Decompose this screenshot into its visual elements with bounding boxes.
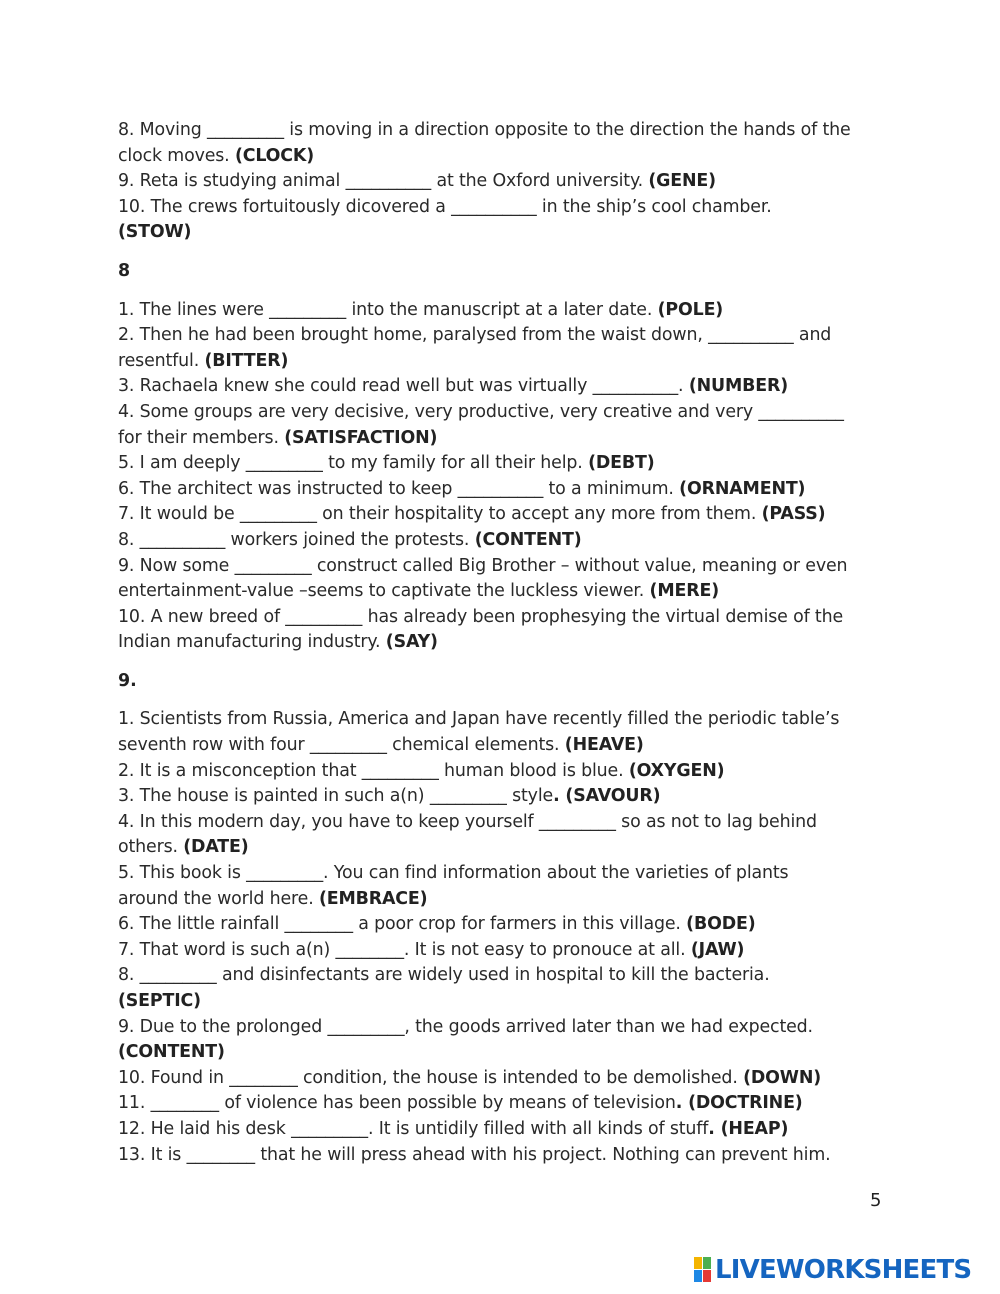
exercise-line: clock moves. (CLOCK) <box>118 145 315 166</box>
exercise-line: 4. In this modern day, you have to keep yourself _________ so as not to lag behind <box>118 811 817 832</box>
exercise-line: 10. A new breed of _________ has already been prophesying the virtual demise of the <box>118 606 844 627</box>
logo-mark-cell <box>703 1257 711 1269</box>
exercise-line: 6. The little rainfall ________ a poor crop for farmers in this village. (BODE) <box>118 914 756 935</box>
logo-mark-cell <box>694 1257 702 1269</box>
exercise-line: 10. The crews fortuitously dicovered a __________ in the ship’s cool chamber. <box>118 196 772 217</box>
exercise-line: 5. This book is _________. You can find information about the varieties of plants <box>118 863 789 884</box>
exercise-line: 2. It is a misconception that _________ human blood is blue. (OXYGEN) <box>118 760 725 781</box>
exercise-line: 4. Some groups are very decisive, very productive, very creative and very __________ <box>118 401 844 422</box>
exercise-line: around the world here. (EMBRACE) <box>118 888 428 909</box>
exercise-line: 7. It would be _________ on their hospitality to accept any more from them. (PASS) <box>118 504 826 525</box>
exercise-line: 1. The lines were _________ into the manuscript at a later date. (POLE) <box>118 299 724 320</box>
exercise-line: 8. Moving _________ is moving in a direction opposite to the direction the hands of the <box>118 120 851 140</box>
exercise-line: 3. Rachaela knew she could read well but was virtually __________. (NUMBER) <box>118 376 789 397</box>
exercise-line: 7. That word is such a(n) ________. It is not easy to pronouce at all. (JAW) <box>118 939 745 960</box>
exercise-line: 8. __________ workers joined the protests. (CONTENT) <box>118 529 582 550</box>
exercise-line: 9. Due to the prolonged _________, the goods arrived later than we had expected. <box>118 1016 813 1037</box>
logo-text: LIVEWORKSHEETS <box>715 1255 972 1285</box>
exercise-line: resentful. (BITTER) <box>118 350 289 371</box>
exercise-line: (SEPTIC) <box>118 991 201 1011</box>
exercise-line: 9. Now some _________ construct called Big Brother – without value, meaning or even <box>118 555 848 576</box>
liveworksheets-logo-icon <box>694 1257 712 1283</box>
exercise-line: 12. He laid his desk _________. It is untidily filled with all kinds of stuff. (HEAP) <box>118 1118 789 1139</box>
exercise-line: seventh row with four _________ chemical elements. (HEAVE) <box>118 735 644 756</box>
exercise-line: for their members. (SATISFACTION) <box>118 427 438 448</box>
exercise-line: 10. Found in ________ condition, the house is intended to be demolished. (DOWN) <box>118 1067 822 1088</box>
logo-mark-cell <box>703 1270 711 1282</box>
liveworksheets-logo[interactable] <box>694 1254 971 1286</box>
exercise-line: 1. Scientists from Russia, America and Japan have recently filled the periodic table’s <box>118 709 840 730</box>
section-0 <box>118 118 888 246</box>
exercise-line: (STOW) <box>118 222 192 243</box>
exercise-line: 9. Reta is studying animal __________ at the Oxford university. (GENE) <box>118 171 716 192</box>
page-number: 5 <box>870 1190 882 1211</box>
exercise-line: 6. The architect was instructed to keep __________ to a minimum. (ORNAMENT) <box>118 478 806 499</box>
exercise-line: others. (DATE) <box>118 837 249 858</box>
logo-mark-cell <box>694 1270 702 1282</box>
section-heading-9: 9. <box>118 670 137 691</box>
exercise-line: (CONTENT) <box>118 1042 225 1063</box>
exercise-line: 2. Then he had been brought home, paralysed from the waist down, __________ and <box>118 325 832 346</box>
exercise-line: 11. ________ of violence has been possible by means of television. (DOCTRINE) <box>118 1093 803 1114</box>
worksheet-content <box>118 118 888 1168</box>
section-9 <box>118 707 888 1168</box>
exercise-line: Indian manufacturing industry. (SAY) <box>118 632 438 653</box>
exercise-line: entertainment-value –seems to captivate the luckless viewer. (MERE) <box>118 581 719 602</box>
exercise-line: 3. The house is painted in such a(n) _________ style. (SAVOUR) <box>118 786 661 807</box>
section-heading-8: 8 <box>118 260 131 281</box>
exercise-line: 5. I am deeply _________ to my family for all their help. (DEBT) <box>118 453 655 474</box>
exercise-line: 8. _________ and disinfectants are widely used in hospital to kill the bacteria. <box>118 965 770 986</box>
exercise-line: 13. It is ________ that he will press ahead with his project. Nothing can prevent him. <box>118 1144 831 1165</box>
section-8 <box>118 298 888 656</box>
